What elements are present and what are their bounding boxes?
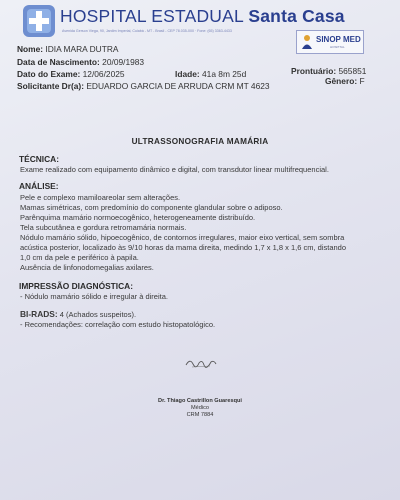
gender-value: F (359, 76, 365, 86)
impressao-heading: IMPRESSÃO DIAGNÓSTICA: (19, 281, 133, 291)
record-value: 565851 (338, 66, 367, 76)
analise-line: Ausência de linfonodomegalias axilares. (20, 263, 154, 272)
partner-logo (296, 30, 364, 54)
doctor-crm: CRM 7884 (186, 412, 214, 418)
patient-name-value: IDIA MARA DUTRA (45, 44, 119, 54)
partner-logo-text: SINOP MED (316, 35, 361, 44)
gender-label: Gênero: (325, 76, 358, 86)
record-row (291, 66, 366, 76)
patient-name-label: Nome: (17, 44, 44, 54)
requester-row (17, 81, 270, 91)
age-row (175, 69, 246, 79)
requester-value: EDUARDO GARCIA DE ARRUDA CRM MT 4623 (86, 81, 270, 91)
exam-date-label: Dato do Exame: (17, 69, 81, 79)
requester-label: Solicitante Dr(a): (17, 81, 85, 91)
tecnica-heading: TÉCNICA: (19, 154, 60, 164)
birth-date-label: Data de Nascimento: (17, 57, 100, 67)
analise-line: 1,0 cm da pele e periférico à papila. (20, 253, 139, 262)
hospital-name-prefix: HOSPITAL ESTADUAL (60, 6, 244, 26)
birth-date-value: 20/09/1983 (102, 57, 145, 67)
recommendations-line: - Recomendações: correlação com estudo histopatológico. (20, 320, 216, 329)
exam-date-row (17, 69, 125, 79)
hospital-name-suffix: Santa Casa (248, 6, 345, 26)
partner-logo-sub: HOSPITAL (330, 45, 345, 49)
report-title: ULTRASSONOGRAFIA MAMÁRIA (131, 137, 269, 146)
analise-line: Mamas simétricas, com predomínio do componente glandular sobre o adiposo. (20, 203, 283, 212)
hospital-address: Avenida Gerson Viega, 90, Jardim Imperial, Cuiabá - MT - Brasil - CEP 78.035-000 · Fone: (65) 3363-4433 (62, 29, 232, 33)
birads-value: 4 (Achados suspeitos). (57, 310, 137, 319)
birads-heading: BI-RADS: (20, 309, 58, 319)
partner-logo-icon (300, 34, 314, 50)
record-label: Prontuário: (291, 66, 337, 76)
age-value: 41a 8m 25d (202, 69, 247, 79)
impressao-line: - Nódulo mamário sólido e irregular à direita. (20, 292, 168, 301)
analise-line: Pele e complexo mamiloareolar sem alterações. (20, 193, 181, 202)
signature-scribble-icon (184, 356, 218, 370)
analise-line: Tela subcutânea e gordura retromamária normais. (20, 223, 187, 232)
doctor-name: Dr. Thiago Castrillon Guaresqui (158, 398, 242, 404)
birads-row (20, 309, 136, 319)
analise-line: Parênquima mamário normoecogênico, heterogeneamente distribuído. (20, 213, 256, 222)
gender-row (325, 76, 365, 86)
analise-line: Nódulo mamário sólido, hipoecogênico, de contornos irregulares, maior eixo vertical, sem sombra (20, 233, 345, 242)
age-label: Idade: (175, 69, 200, 79)
hospital-name (60, 6, 345, 27)
exam-date-value: 12/06/2025 (82, 69, 125, 79)
patient-name-row (17, 44, 118, 54)
hospital-logo-icon (22, 4, 56, 38)
analise-line: acústica posterior, localizado às 9/10 horas da mama direita, medindo 1,7 x 1,8 x 1,6 cm, distando (20, 243, 347, 252)
analise-heading: ANÁLISE: (19, 181, 59, 191)
birth-date-row (17, 57, 144, 67)
tecnica-line: Exame realizado com equipamento dinâmico e digital, com transdutor linear multifrequencial. (20, 165, 329, 174)
doctor-role: Médico (190, 405, 210, 411)
